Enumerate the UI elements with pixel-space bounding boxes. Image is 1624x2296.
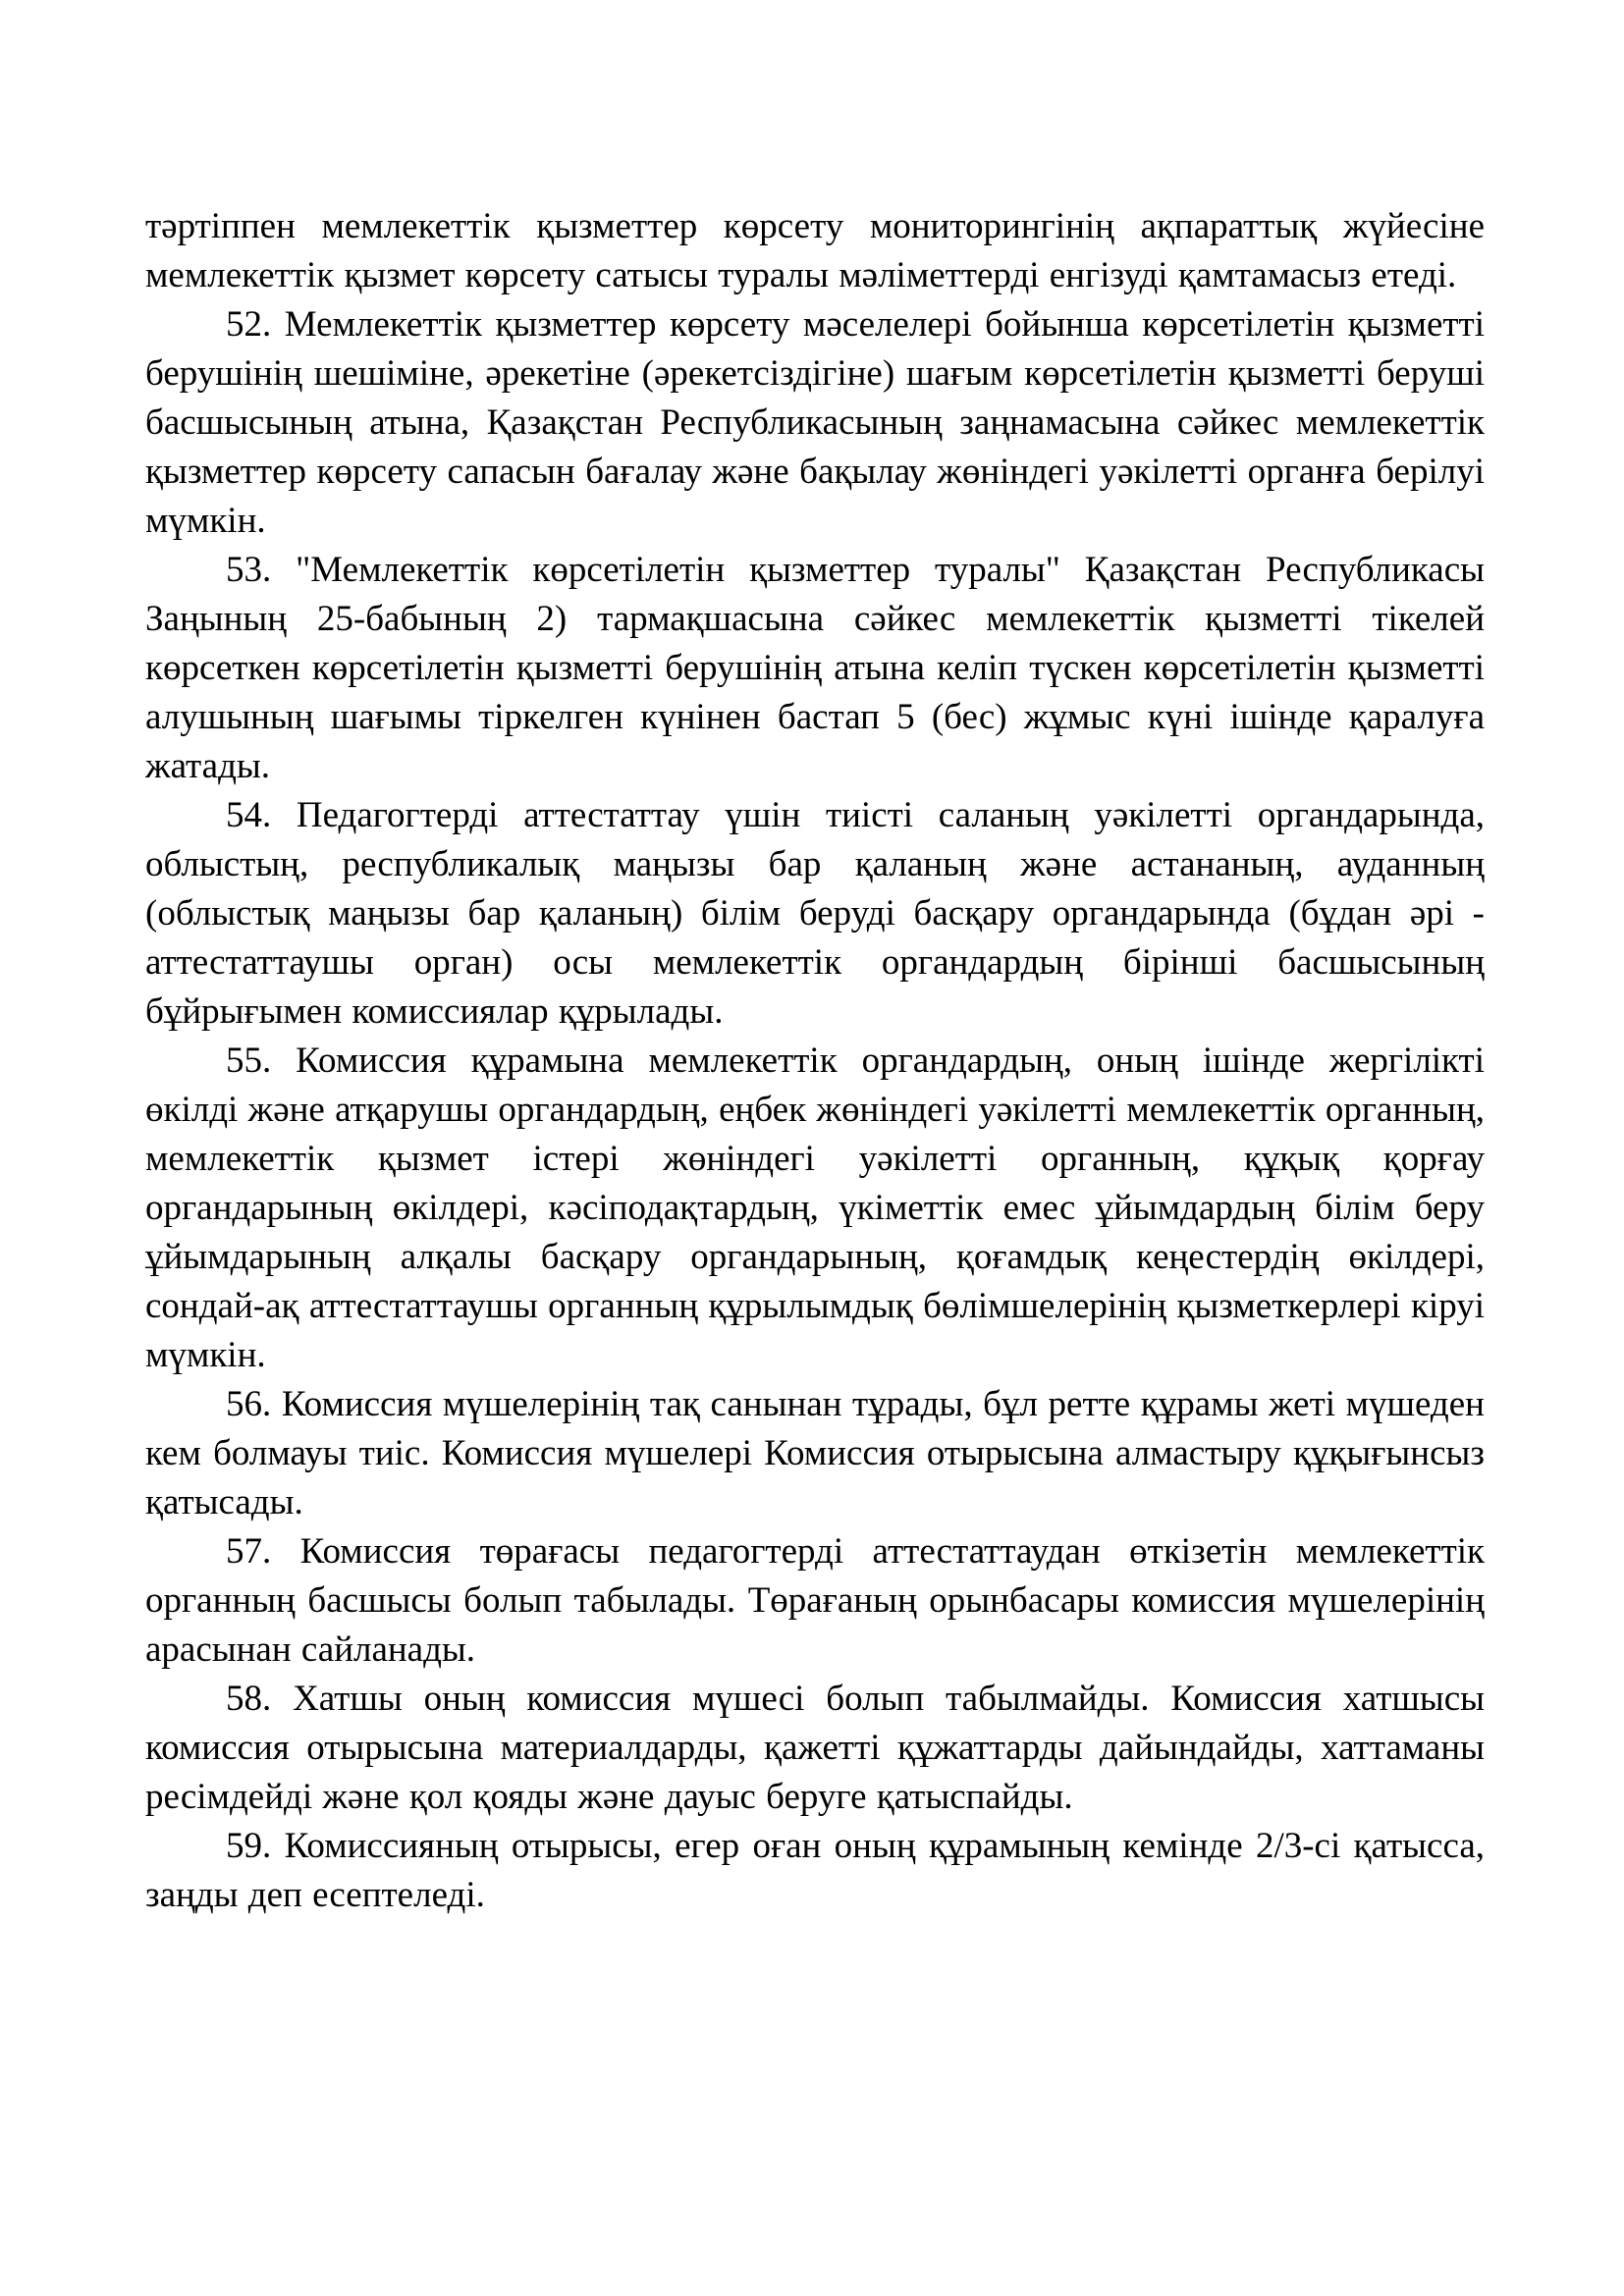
paragraph-55: 55. Комиссия құрамына мемлекеттік органдардың, оның ішінде жергілікті өкілді және атқарушы органдардың, еңбек жөніндегі уәкілетті мемлекеттік органның, мемлекеттік қызмет істері жөніндегі уәкілетті органның, құқық қорғау органдарының өкілдері, кәсіподақтардың, үкіметтік емес ұйымдардың білім беру ұйымдарының алқалы басқару органдарының, қоғамдық кеңестердің өкілдері, сондай-ақ аттестаттаушы органның құрылымдық бөлімшелерінің қызметкерлері кіруі мүмкін.	[145, 1041, 1485, 1375]
paragraph-56: 56. Комиссия мүшелерінің тақ санынан тұрады, бұл ретте құрамы жеті мүшеден кем болмауы тиіс. Комиссия мүшелері Комиссия отырысына алмастыру құқығынсыз қатысады.	[145, 1384, 1485, 1522]
paragraph-52: 52. Мемлекеттік қызметтер көрсету мәселелері бойынша көрсетілетін қызметті берушінің шешіміне, әрекетіне (әрекетсіздігіне) шағым көрсетілетін қызметті беруші басшысының атына, Қазақстан Республикасының заңнамасына сәйкес мемлекеттік қызметтер көрсету сапасын бағалау және бақылау жөніндегі уәкілетті органға берілуі мүмкін.	[145, 304, 1485, 541]
paragraph-57: 57. Комиссия төрағасы педагогтерді аттестаттаудан өткізетін мемлекеттік органның басшысы болып табылады. Төрағаның орынбасары комиссия мүшелерінің арасынан сайланады.	[145, 1531, 1485, 1670]
paragraph-continuation: тәртіппен мемлекеттік қызметтер көрсету мониторингінің ақпараттық жүйесіне мемлекеттік қызмет көрсету сатысы туралы мәліметтерді енгізуді қамтамасыз етеді.	[145, 206, 1485, 295]
paragraph-58: 58. Хатшы оның комиссия мүшесі болып табылмайды. Комиссия хатшысы комиссия отырысына материалдарды, қажетті құжаттарды дайындайды, хаттаманы ресімдейді және қол қояды және дауыс беруге қатыспайды.	[145, 1679, 1485, 1817]
paragraph-54: 54. Педагогтерді аттестаттау үшін тиісті саланың уәкілетті органдарында, облыстың, республикалық маңызы бар қаланың және астананың, ауданның (облыстық маңызы бар қаланың) білім беруді басқару органдарында (бұдан әрі - аттестаттаушы орган) осы мемлекеттік органдардың бірінші басшысының бұйрығымен комиссиялар құрылады.	[145, 795, 1485, 1032]
paragraph-59: 59. Комиссияның отырысы, егер оған оның құрамының кемінде 2/3-сі қатысса, заңды деп есептеледі.	[145, 1826, 1485, 1915]
paragraph-53: 53. "Мемлекеттік көрсетілетін қызметтер туралы" Қазақстан Республикасы Заңының 25-бабының 2) тармақшасына сәйкес мемлекеттік қызметті тікелей көрсеткен көрсетілетін қызметті берушінің атына келіп түскен көрсетілетін қызметті алушының шағымы тіркелген күнінен бастап 5 (бес) жұмыс күні ішінде қаралуға жатады.	[145, 550, 1485, 786]
